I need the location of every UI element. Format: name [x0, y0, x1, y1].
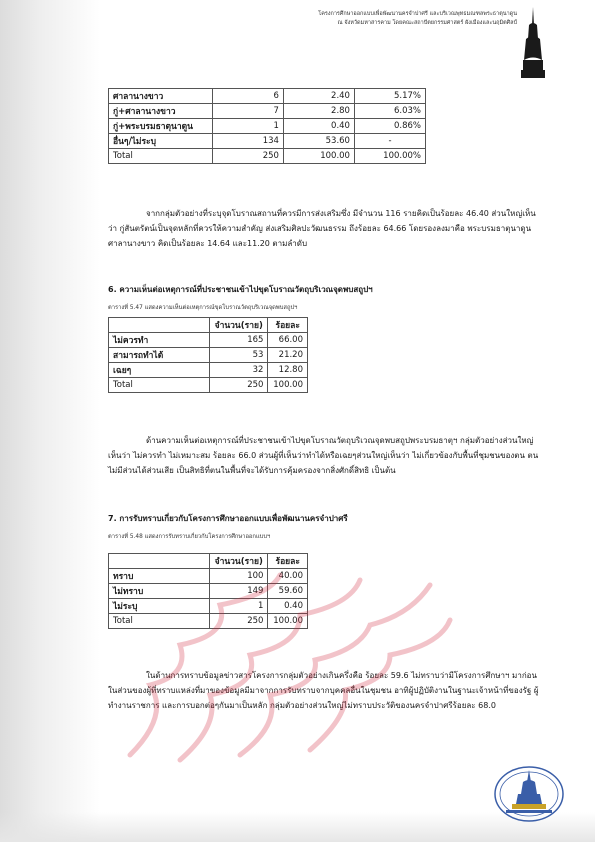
row-valid-percent: 5.17% [354, 89, 425, 104]
row-label: กู่+ศาลานางขาว [109, 104, 213, 119]
row-percent: 59.60 [268, 584, 308, 599]
row-percent: 0.40 [268, 599, 308, 614]
row-count: 250 [212, 149, 283, 164]
header-blank [109, 554, 210, 569]
row-label: Total [109, 378, 210, 393]
col-count-header: จำนวน(ราย) [210, 318, 268, 333]
table-row [109, 104, 426, 119]
row-valid-percent: 6.03% [354, 104, 425, 119]
header-line-1: โครงการศึกษาออกแบบเพื่อพัฒนานครจำปาศรี และบริเวณพุทธมณฑลพระธาตุนาดูน [318, 11, 517, 17]
row-count: 53 [210, 348, 268, 363]
stupa-logo-icon [521, 5, 545, 85]
row-percent: 0.40 [283, 119, 354, 134]
page-header [217, 10, 517, 28]
row-label: เฉยๆ [109, 363, 210, 378]
table-row [109, 333, 308, 348]
table-row-total [109, 149, 426, 164]
row-percent: 66.00 [268, 333, 308, 348]
table-continuation [108, 88, 426, 164]
table-5-48-caption: ตารางที่ 5.48 แสดงการรับทราบเกี่ยวกับโครงการศึกษาออกแบบฯ [108, 534, 271, 540]
row-count: 134 [212, 134, 283, 149]
col-percent-header: ร้อยละ [268, 318, 308, 333]
col-percent-header: ร้อยละ [268, 554, 308, 569]
table-row [109, 119, 426, 134]
table-5-48 [108, 553, 308, 629]
row-label: ไม่ควรทำ [109, 333, 210, 348]
row-percent: 100.00 [268, 614, 308, 629]
row-label: กู่+พระบรมธาตุนาดูน [109, 119, 213, 134]
row-count: 6 [212, 89, 283, 104]
row-count: 250 [210, 378, 268, 393]
row-percent: 100.00 [268, 378, 308, 393]
row-percent: 100.00 [283, 149, 354, 164]
table-header-row [109, 318, 308, 333]
row-label: ศาลานางขาว [109, 89, 213, 104]
row-count: 100 [210, 569, 268, 584]
header-line-2: ณ จังหวัดมหาสารคาม โดยคณะสถาปัตยกรรมศาสตร์ ผังเมืองและนฤมิตศิลป์ [337, 20, 517, 26]
page-edge-shadow [0, 0, 100, 842]
section-7-heading: 7. การรับทราบเกี่ยวกับโครงการศึกษาออกแบบเพื่อพัฒนานครจำปาศรี [108, 514, 348, 523]
row-label: ไม่ระบุ [109, 599, 210, 614]
row-count: 32 [210, 363, 268, 378]
row-valid-percent: - [354, 134, 425, 149]
table-row [109, 584, 308, 599]
row-percent: 2.40 [283, 89, 354, 104]
row-count: 149 [210, 584, 268, 599]
row-count: 250 [210, 614, 268, 629]
table-row-total [109, 614, 308, 629]
paragraph-section-6: ด้านความเห็นต่อเหตุการณ์ที่ประชาชนเข้าไปขุดโบราณวัตถุบริเวณจุดพบสถูปพระบรมธาตุฯ กลุ่มตัวอย่างส่วนใหญ่เห็นว่า ไม่ควรทำ ไม่เหมาะสม ร้อยละ 66.0 ส่วนผู้ที่เห็นว่าทำได้หรือเฉยๆส่วนใหญ่เห็นว่า ไม่เกี่ยวข้องกับพื้นที่ชุมชนของตน ตนไม่มีส่วนได้ส่วนเสีย เป็นสิทธิที่ตนในพื้นที่จะได้รับการคุ้มครองจากสิ่งศักดิ์สิทธิ เป็นต้น [108, 436, 539, 475]
row-label: อื่นๆ/ไม่ระบุ [109, 134, 213, 149]
table-row [109, 134, 426, 149]
section-6-heading: 6. ความเห็นต่อเหตุการณ์ที่ประชาชนเข้าไปขุดโบราณวัตถุบริเวณจุดพบสถูปฯ [108, 285, 373, 294]
table-row-total [109, 378, 308, 393]
row-label: สามารถทำได้ [109, 348, 210, 363]
row-count: 165 [210, 333, 268, 348]
row-label: Total [109, 614, 210, 629]
row-label: Total [109, 149, 213, 164]
row-percent: 53.60 [283, 134, 354, 149]
row-percent: 21.20 [268, 348, 308, 363]
table-5-47-caption: ตารางที่ 5.47 แสดงความเห็นต่อเหตุการณ์ขุดโบราณวัตถุบริเวณจุดพบสถูปฯ [108, 305, 298, 311]
stupa-emblem-icon [492, 764, 567, 824]
row-percent: 12.80 [268, 363, 308, 378]
row-count: 7 [212, 104, 283, 119]
row-count: 1 [212, 119, 283, 134]
table-row [109, 348, 308, 363]
row-label: ไม่ทราบ [109, 584, 210, 599]
row-label: ทราบ [109, 569, 210, 584]
row-percent: 40.00 [268, 569, 308, 584]
row-percent: 2.80 [283, 104, 354, 119]
paragraph-1: จากกลุ่มตัวอย่างที่ระบุจุดโบราณสถานที่ควรมีการส่งเสริมซึ่ง มีจำนวน 116 รายคิดเป็นร้อยละ 46.40 ส่วนใหญ่เห็นว่า กู่สันตรัตน์เป็นจุดหลักที่ควรให้ความสำคัญ ส่งเสริมศิลปะวัฒนธรรม ถึงร้อยละ 64.66 โดยรองลงมาคือ พระบรมธาตุนาดูน ศาลานางขาว คิดเป็นร้อยละ 14.64 และ11.20 ตามลำดับ [108, 209, 536, 248]
header-blank [109, 318, 210, 333]
table-row [109, 363, 308, 378]
table-row [109, 599, 308, 614]
paragraph-section-7: ในด้านการทราบข้อมูลข่าวสารโครงการกลุ่มตัวอย่างเกินครึ่งคือ ร้อยละ 59.6 ไม่ทราบว่ามีโครงการศึกษาฯ มาก่อน ในส่วนของผู้ที่ทราบแหล่งที่มาของข้อมูลมีมาจากการรับทราบจากบุคคลอื่นในชุมชน อาทิผู้ปฏิบัติงานในฐานะเจ้าหน้าที่ของรัฐ ผู้ทำงานราชการ และการบอกต่อๆกันมาเป็นหลัก กลุ่มตัวอย่างส่วนใหญ่ไม่ทราบประวัติของนครจำปาศรีร้อยละ 68.0 [108, 671, 539, 710]
table-header-row [109, 554, 308, 569]
col-count-header: จำนวน(ราย) [210, 554, 268, 569]
row-count: 1 [210, 599, 268, 614]
row-valid-percent: 0.86% [354, 119, 425, 134]
table-5-47 [108, 317, 308, 393]
row-valid-percent: 100.00% [354, 149, 425, 164]
table-row [109, 89, 426, 104]
table-row [109, 569, 308, 584]
